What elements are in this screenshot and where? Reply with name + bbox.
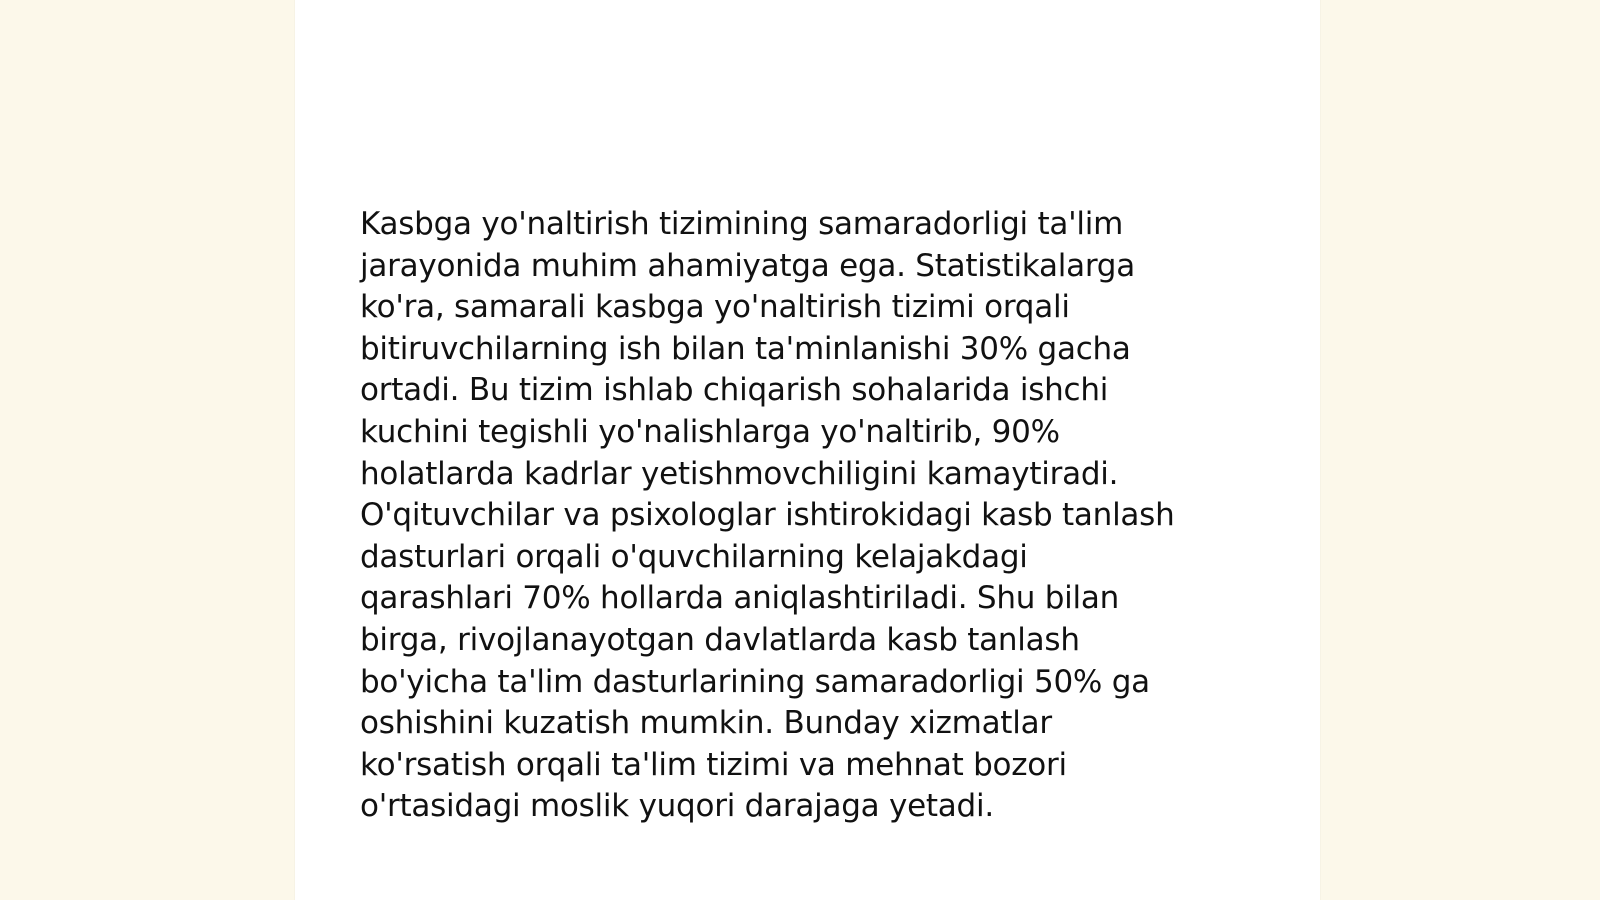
paragraph-line: birga, rivojlanayotgan davlatlarda kasb tanlash	[360, 621, 1080, 658]
paragraph-line: Kasbga yo'naltirish tizimining samaradorligi ta'lim	[360, 206, 1124, 242]
paragraph-line: bo'yicha ta'lim dasturlarining samaradorligi 50% ga	[360, 663, 1150, 700]
paragraph-line: bitiruvchilarning ish bilan ta'minlanishi 30% gacha	[360, 330, 1131, 367]
document-page	[295, 0, 1320, 900]
paragraph-line: ortadi. Bu tizim ishlab chiqarish sohalarida ishchi	[360, 372, 1109, 409]
paragraph-line: o'rtasidagi moslik yuqori darajaga yetadi.	[360, 788, 994, 825]
paragraph-line: ko'rsatish orqali ta'lim tizimi va mehnat bozori	[360, 746, 1067, 783]
paragraph-line: ko'ra, samarali kasbga yo'naltirish tizimi orqali	[360, 289, 1070, 326]
paragraph-line: kuchini tegishli yo'nalishlarga yo'naltirib, 90%	[360, 413, 1060, 450]
paragraph-line: oshishini kuzatish mumkin. Bunday xizmatlar	[360, 705, 1052, 742]
paragraph-line: jarayonida muhim ahamiyatga ega. Statistikalarga	[360, 247, 1135, 284]
body-paragraph	[360, 204, 1240, 828]
paragraph-line: dasturlari orqali o'quvchilarning kelajakdagi	[360, 538, 1028, 575]
paragraph-line: qarashlari 70% hollarda aniqlashtiriladi. Shu bilan	[360, 580, 1120, 617]
paragraph-line: holatlarda kadrlar yetishmovchiligini kamaytiradi.	[360, 455, 1119, 492]
paragraph-line: O'qituvchilar va psixologlar ishtirokidagi kasb tanlash	[360, 497, 1175, 534]
